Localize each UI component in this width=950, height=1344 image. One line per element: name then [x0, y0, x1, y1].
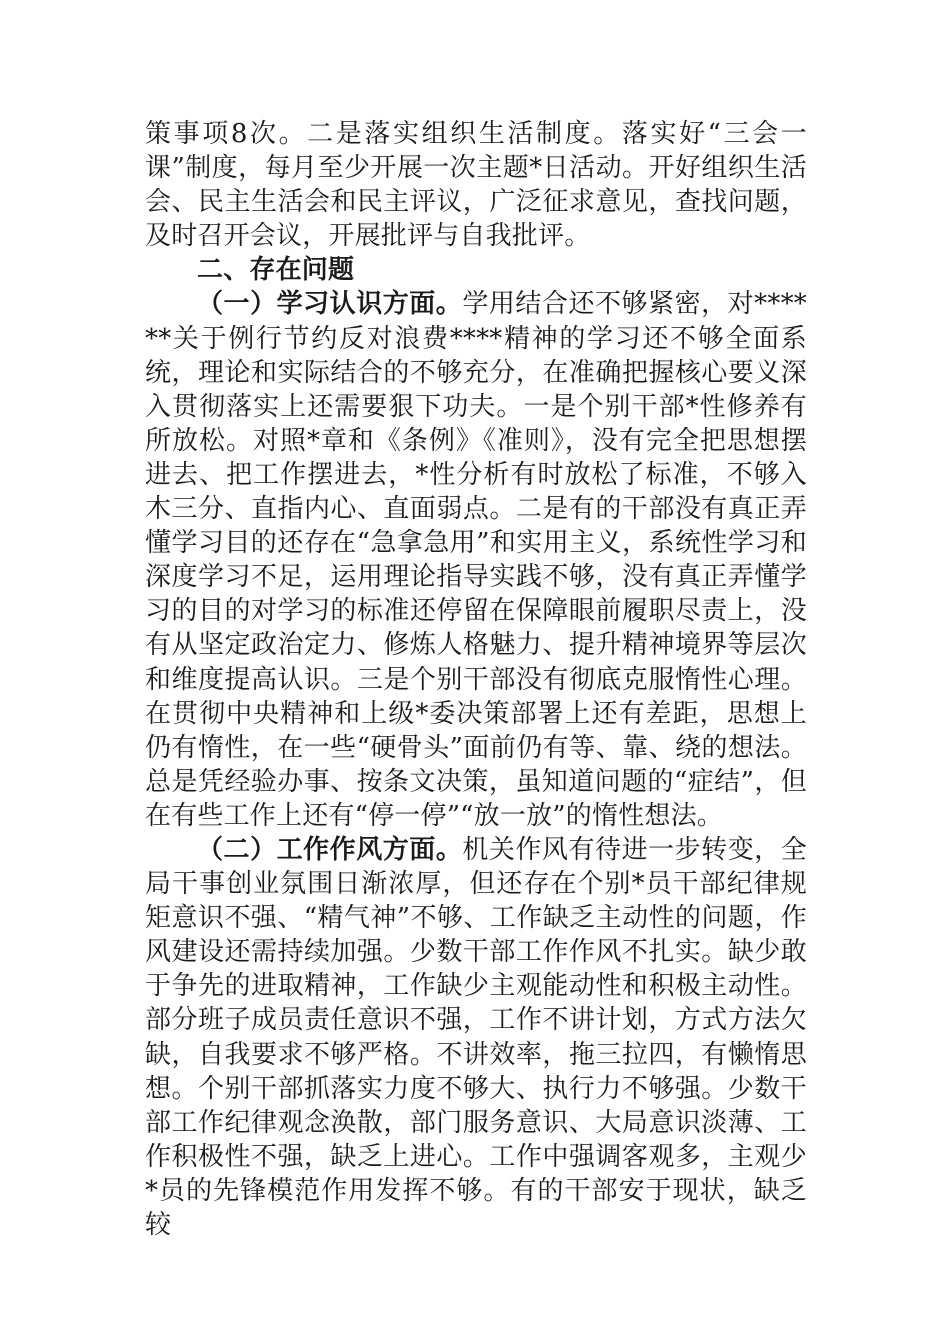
- paragraph-work-style: [145, 833, 807, 1242]
- paragraph-learning-awareness: [145, 287, 807, 833]
- paragraph-organization-life: 策事项8次。二是落实组织生活制度。落实好“三会一课”制度，每月至少开展一次主题*日活动。开好组织生活会、民主生活会和民主评议，广泛征求意见，查找问题，及时召开会议，开展批评与自我批评。: [145, 119, 807, 252]
- paragraph-work-style-body: 机关作风有待进一步转变，全局干事创业氛围日渐浓厚，但还存在个别*员干部纪律规矩意识不强、“精气神”不够、工作缺乏主动性的问题，作风建设还需持续加强。少数干部工作作风不扎实。缺少敢于争先的进取精神，工作缺少主观能动性和积极主动性。部分班子成员责任意识不强，工作不讲计划，方式方法欠缺，自我要求不够严格。不讲效率，拖三拉四，有懒惰思想。个别干部抓落实力度不够大、执行力不够强。少数干部工作纪律观念涣散，部门服务意识、大局意识淡薄、工作积极性不强，缺乏上进心。工作中强调客观多，主观少*员的先锋模范作用发挥不够。有的干部安于现状，缺乏较: [145, 834, 807, 1240]
- subheading-learning-awareness: （一）学习认识方面。: [197, 289, 463, 320]
- section-heading-existing-problems: 二、存在问题: [197, 255, 355, 286]
- subheading-work-style: （二）工作作风方面。: [197, 834, 463, 865]
- paragraph-learning-awareness-body: 学用结合还不够紧密，对******关于例行节约反对浪费****精神的学习还不够全面系统，理论和实际结合的不够充分，在准确把握核心要义深入贯彻落实上还需要狠下功夫。一是个别干部*性修养有所放松。对照*章和《条例》《准则》，没有完全把思想摆进去、把工作摆进去，*性分析有时放松了标准，不够入木三分、直指内心、直面弱点。二是有的干部没有真正弄懂学习目的还存在“急拿急用”和实用主义，系统性学习和深度学习不足，运用理论指导实践不够，没有真正弄懂学习的目的对学习的标准还停留在保障眼前履职尽责上，没有从坚定政治定力、修炼人格魅力、提升精神境界等层次和维度提高认识。三是个别干部没有彻底克服惰性心理。在贯彻中央精神和上级*委决策部署上还有差距，思想上仍有惰性，在一些“硬骨头”面前仍有等、靠、绕的想法。总是凭经验办事、按条文决策，虽知道问题的“症结”，但在有些工作上还有“停一停”“放一放”的惰性想法。: [145, 289, 807, 831]
- document-body: [145, 117, 807, 1242]
